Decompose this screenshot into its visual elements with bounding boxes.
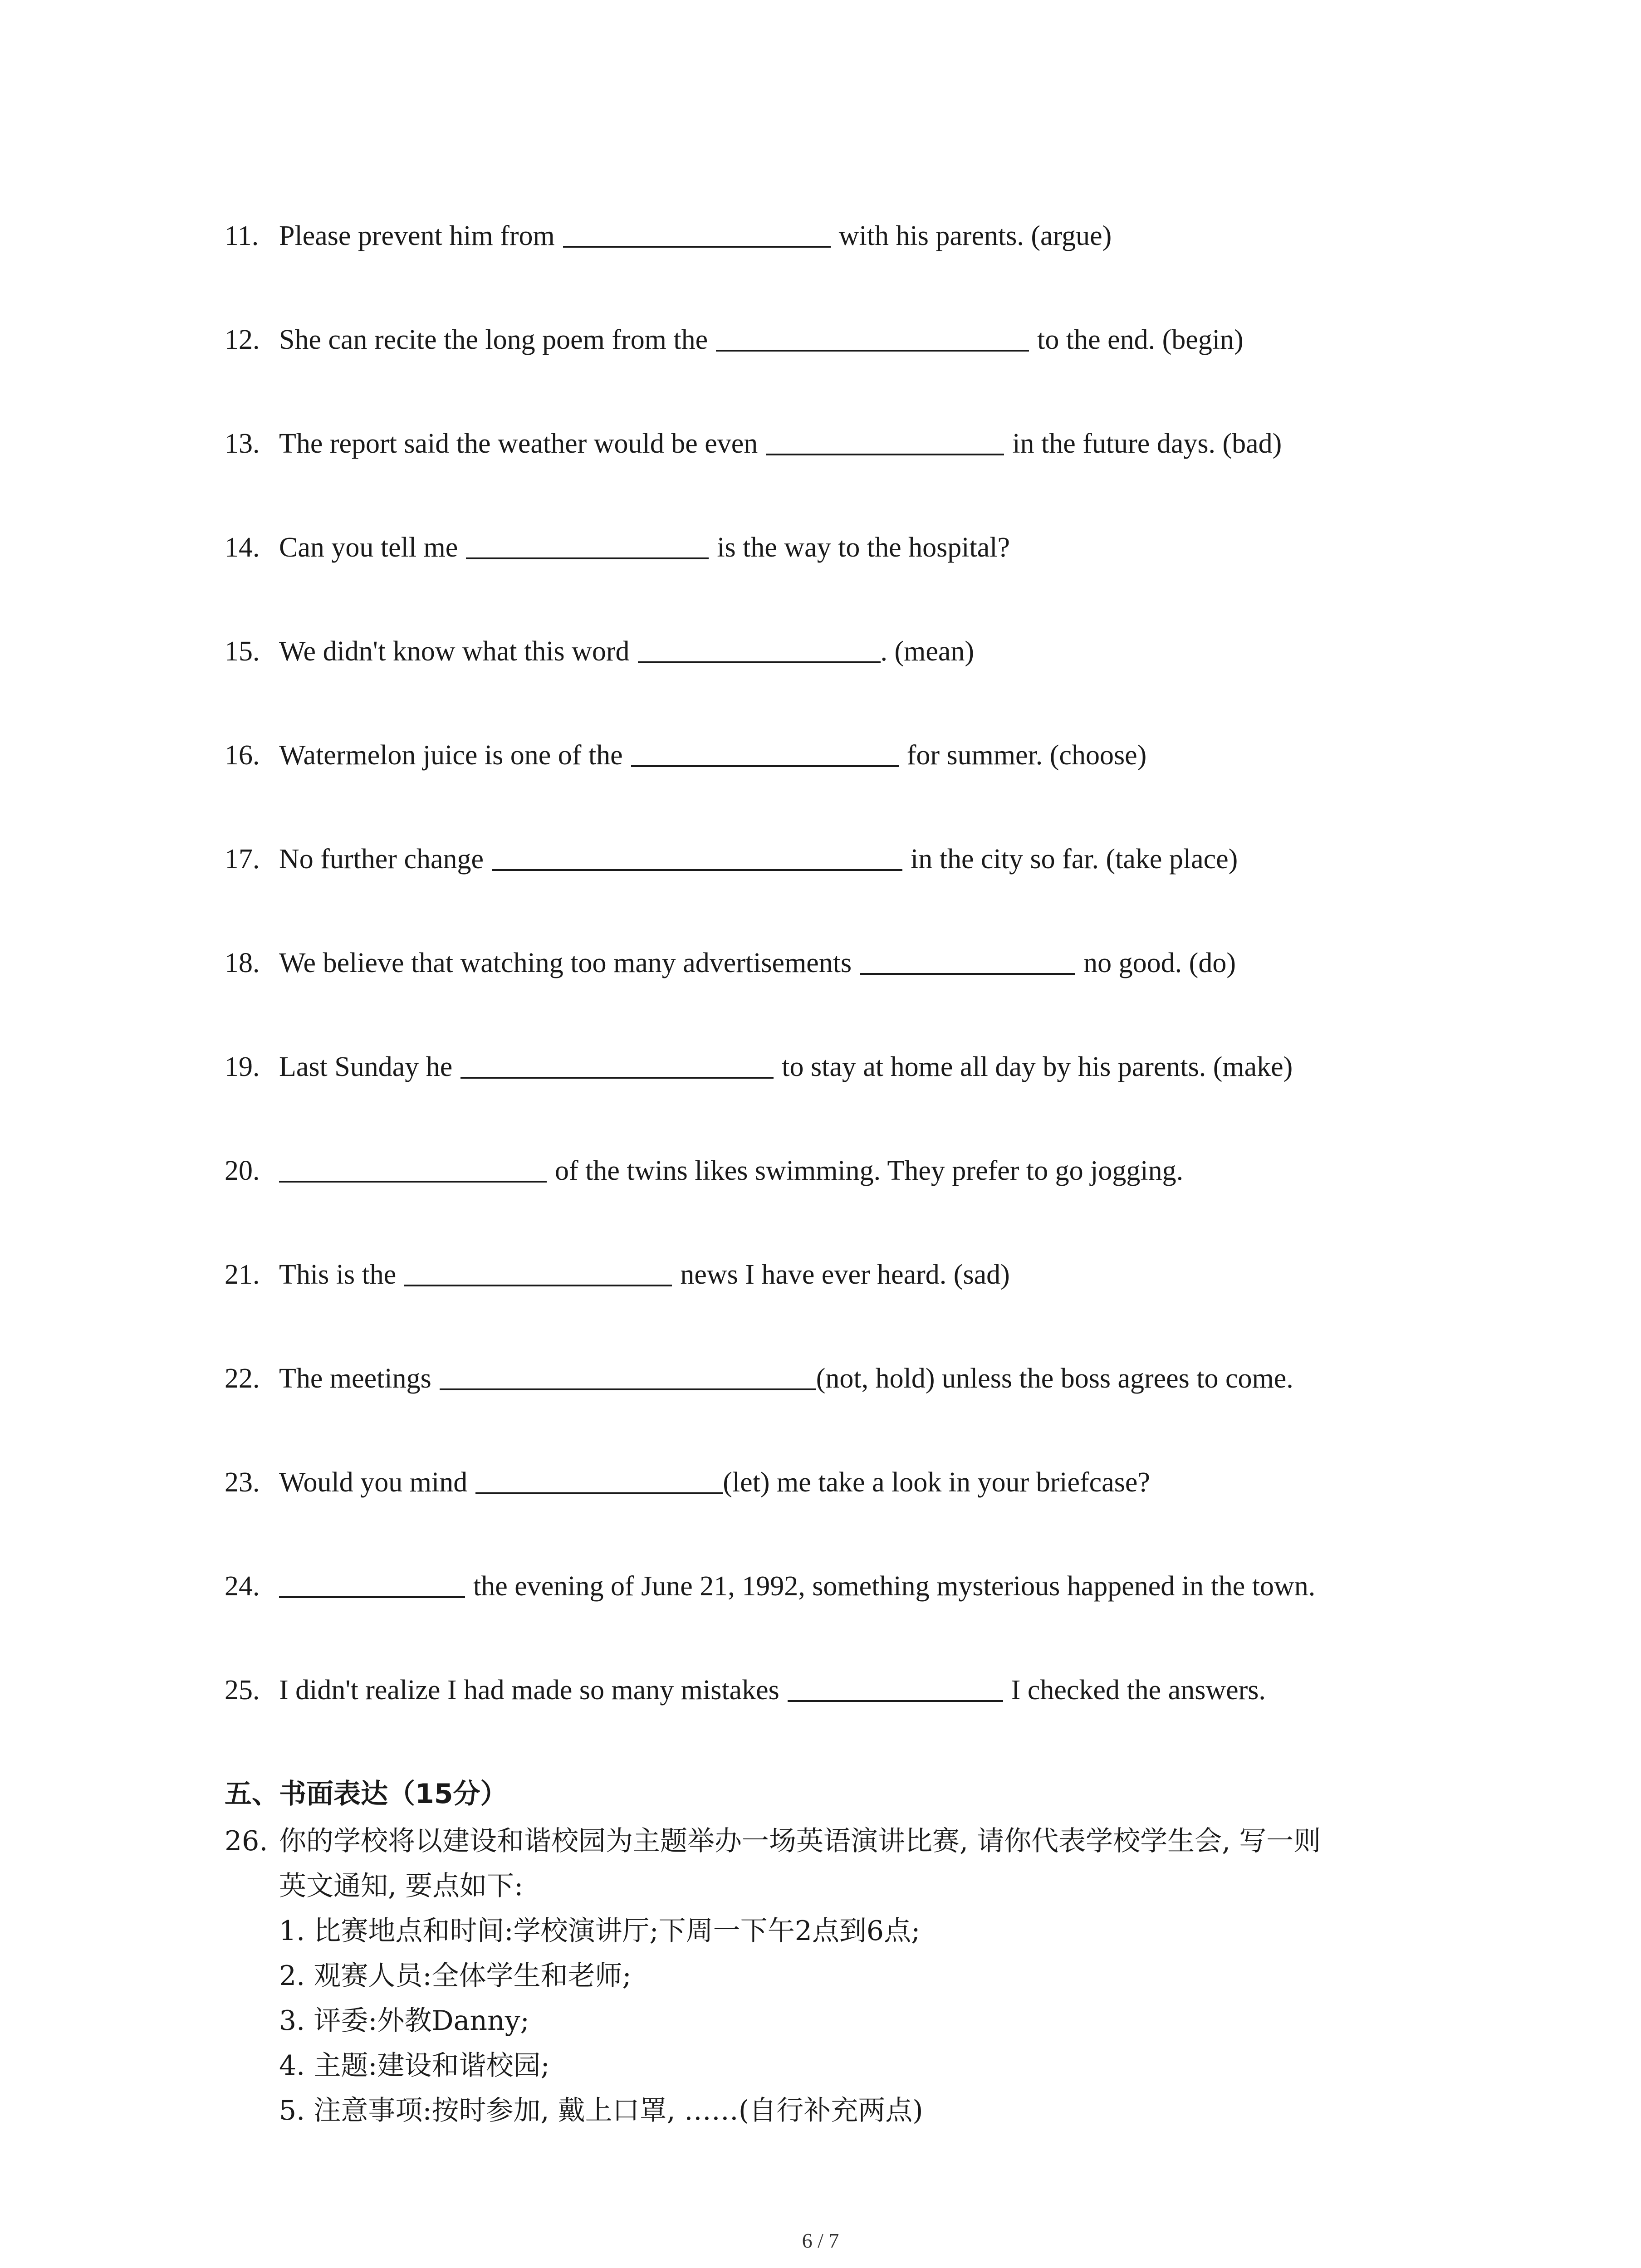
answer-blank[interactable]	[404, 1252, 672, 1286]
question-text-before: Can you tell me	[279, 532, 458, 563]
answer-blank[interactable]	[716, 317, 1029, 352]
question-number: 12.	[225, 324, 260, 355]
task-prompt-line: 英文通知, 要点如下:	[279, 1870, 524, 1902]
task-point: 1. 比赛地点和时间:学校演讲厅;下周一下午2点到6点;	[279, 1915, 921, 1947]
question-text-after: is the way to the hospital?	[717, 532, 1010, 563]
question-number: 24.	[225, 1571, 260, 1602]
question-text-before: We didn't know what this word	[279, 636, 630, 667]
answer-blank[interactable]	[475, 1460, 723, 1494]
answer-blank[interactable]	[466, 525, 709, 559]
question-number: 16.	[225, 740, 260, 771]
question-text-after: for summer. (choose)	[906, 740, 1147, 771]
question-15	[225, 629, 1495, 733]
question-number: 19.	[225, 1051, 260, 1082]
question-number: 17.	[225, 844, 260, 875]
question-23	[225, 1460, 1495, 1564]
question-text-before: Would you mind	[279, 1467, 468, 1498]
question-text-before: The report said the weather would be even	[279, 428, 758, 459]
question-25	[225, 1667, 1495, 1771]
question-text-before: She can recite the long poem from the	[279, 324, 708, 355]
question-text-before: This is the	[279, 1259, 397, 1290]
question-number: 25.	[225, 1675, 260, 1706]
question-text-after: no good. (do)	[1083, 948, 1236, 978]
question-number: 11.	[225, 220, 259, 251]
answer-blank[interactable]	[860, 940, 1075, 975]
question-text-after: (let) me take a look in your briefcase?	[723, 1467, 1150, 1498]
answer-blank[interactable]	[492, 836, 902, 871]
question-text-after: (not, hold) unless the boss agrees to come.	[816, 1363, 1293, 1394]
answer-blank[interactable]	[788, 1667, 1003, 1702]
question-12	[225, 317, 1495, 421]
answer-blank[interactable]	[563, 213, 831, 248]
task-point: 3. 评委:外教Danny;	[279, 2005, 529, 2037]
fill-in-blank-questions	[225, 213, 1495, 1771]
question-text-before: The meetings	[279, 1363, 431, 1394]
task-point: 4. 主题:建设和谐校园;	[279, 2050, 550, 2082]
question-text-after: . (mean)	[880, 636, 975, 667]
question-text-after: of the twins likes swimming. They prefer to go jogging.	[555, 1155, 1184, 1186]
question-text-after: in the future days. (bad)	[1012, 428, 1282, 459]
section-heading-writing: 五、书面表达（15分）	[225, 1778, 508, 1810]
answer-blank[interactable]	[440, 1356, 816, 1390]
question-number: 15.	[225, 636, 260, 667]
question-19	[225, 1044, 1495, 1148]
question-11	[225, 213, 1495, 317]
question-17	[225, 836, 1495, 940]
question-number: 21.	[225, 1259, 260, 1290]
question-number: 22.	[225, 1363, 260, 1394]
question-21	[225, 1252, 1495, 1356]
answer-blank[interactable]	[279, 1148, 547, 1183]
question-22	[225, 1356, 1495, 1460]
question-text-before: Last Sunday he	[279, 1051, 453, 1082]
question-number: 13.	[225, 428, 260, 459]
question-24	[225, 1564, 1495, 1667]
task-prompt-text: 你的学校将以建设和谐校园为主题举办一场英语演讲比赛, 请你代表学校学生会, 写一则	[279, 1825, 1321, 1857]
question-14	[225, 525, 1495, 629]
question-text-before: We believe that watching too many advertisements	[279, 948, 852, 978]
question-text-after: to the end. (begin)	[1037, 324, 1244, 355]
question-text-after: the evening of June 21, 1992, something mysterious happened in the town.	[473, 1571, 1316, 1602]
question-text-after: I checked the answers.	[1011, 1675, 1266, 1706]
question-text-after: with his parents. (argue)	[838, 220, 1112, 251]
writing-task	[225, 1819, 1495, 2133]
question-13	[225, 421, 1495, 525]
question-text-before: Watermelon juice is one of the	[279, 740, 623, 771]
question-number: 23.	[225, 1467, 260, 1498]
answer-blank[interactable]	[638, 629, 881, 663]
question-number: 20.	[225, 1155, 260, 1186]
task-point: 5. 注意事项:按时参加, 戴上口罩, ……(自行补充两点)	[279, 2095, 923, 2126]
question-text-after: news I have ever heard. (sad)	[680, 1259, 1010, 1290]
answer-blank[interactable]	[766, 421, 1004, 455]
question-text-before: No further change	[279, 844, 484, 875]
question-number: 18.	[225, 948, 260, 978]
task-prompt-line	[225, 1819, 1495, 1864]
question-number: 14.	[225, 532, 260, 563]
question-number: 26.	[225, 1825, 268, 1857]
answer-blank[interactable]	[460, 1044, 774, 1079]
question-text-before: Please prevent him from	[279, 220, 555, 251]
answer-blank[interactable]	[631, 733, 899, 767]
question-16	[225, 733, 1495, 836]
page-number: 6 / 7	[802, 2229, 839, 2252]
task-point: 2. 观赛人员:全体学生和老师;	[279, 1960, 632, 1992]
question-text-before: I didn't realize I had made so many mistakes	[279, 1675, 779, 1706]
question-text-after: in the city so far. (take place)	[911, 844, 1238, 875]
question-20	[225, 1148, 1495, 1252]
question-text-after: to stay at home all day by his parents. (make)	[782, 1051, 1293, 1082]
answer-blank[interactable]	[279, 1564, 465, 1598]
question-18	[225, 940, 1495, 1044]
